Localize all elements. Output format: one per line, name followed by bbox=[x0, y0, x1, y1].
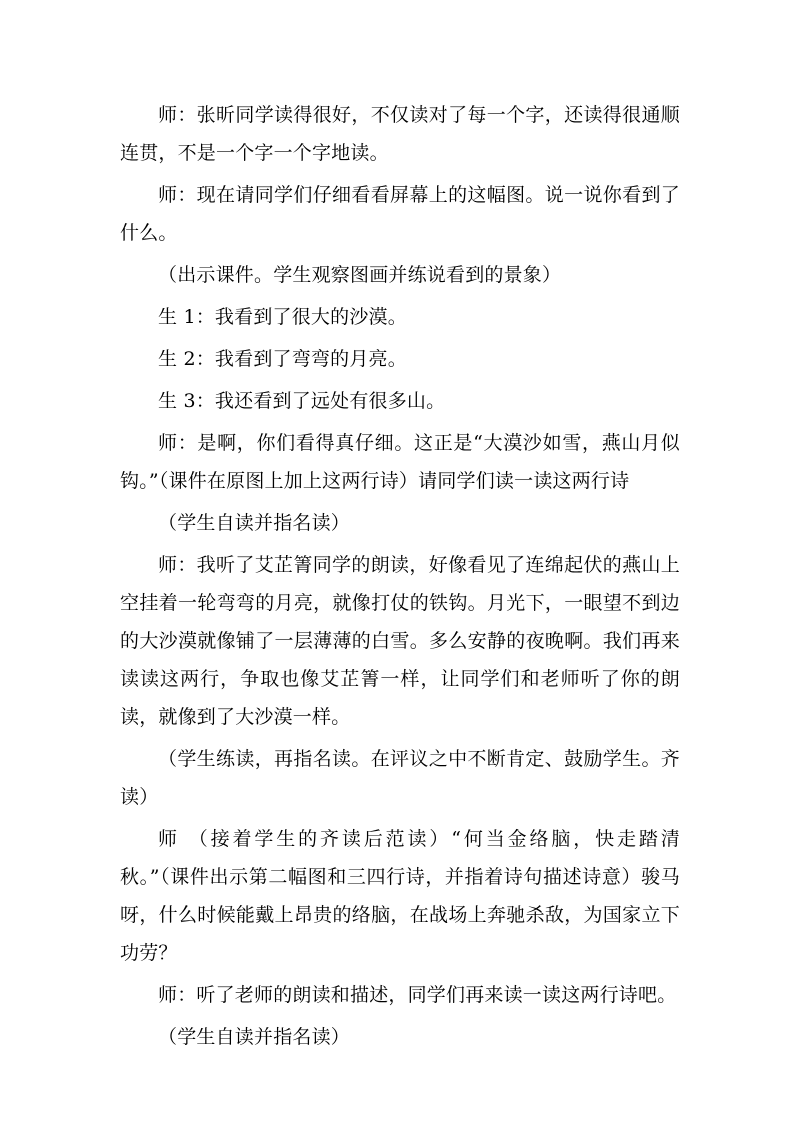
paragraph-teacher-description: 师：我听了艾芷箐同学的朗读，好像看见了连绵起伏的燕山上空挂着一轮弯弯的月亮，就像打仗的铁钩。月光下，一眼望不到边的大沙漠就像铺了一层薄薄的白雪。多么安静的夜晚啊。我们再来读读这两行，争取也像艾芷箐一样，让同学们和老师听了你的朗读，就像到了大沙漠一样。 bbox=[120, 554, 680, 728]
paragraph-stage-direction-self-read: （学生自读并指名读） bbox=[158, 512, 351, 534]
paragraph-teacher-look-picture: 师：现在请同学们仔细看看屏幕上的这幅图。说一说你看到了什么。 bbox=[120, 184, 680, 244]
paragraph-teacher-model-reading: 师 （接着学生的齐读后范读）“何当金络脑，快走踏清秋。”（课件出示第二幅图和三四行诗，并指着诗句描述诗意）骏马呀，什么时候能戴上昂贵的络脑，在战场上奔驰杀敌，为国家立下功劳？ bbox=[120, 828, 680, 964]
paragraph-teacher-praise: 师：张昕同学读得很好，不仅读对了每一个字，还读得很通顺连贯，不是一个字一个字地读。 bbox=[120, 104, 680, 164]
paragraph-stage-direction-show-slide: （出示课件。学生观察图画并练说看到的景象） bbox=[158, 264, 562, 286]
paragraph-student-1: 生 1：我看到了很大的沙漠。 bbox=[158, 306, 407, 328]
paragraph-stage-direction-self-read-2: （学生自读并指名读） bbox=[158, 1026, 351, 1048]
paragraph-stage-direction-practice: （学生练读，再指名读。在评议之中不断肯定、鼓励学生。齐读） bbox=[120, 748, 680, 808]
document-body bbox=[120, 96, 680, 1060]
paragraph-student-2: 生 2：我看到了弯弯的月亮。 bbox=[158, 348, 407, 370]
paragraph-student-3: 生 3：我还看到了远处有很多山。 bbox=[158, 390, 446, 412]
paragraph-teacher-read-again: 师：听了老师的朗读和描述，同学们再来读一读这两行诗吧。 bbox=[158, 984, 677, 1006]
paragraph-teacher-poem-lines: 师：是啊，你们看得真仔细。这正是“大漠沙如雪，燕山月似钩。”（课件在原图上加上这两行诗）请同学们读一读这两行诗 bbox=[120, 432, 680, 492]
